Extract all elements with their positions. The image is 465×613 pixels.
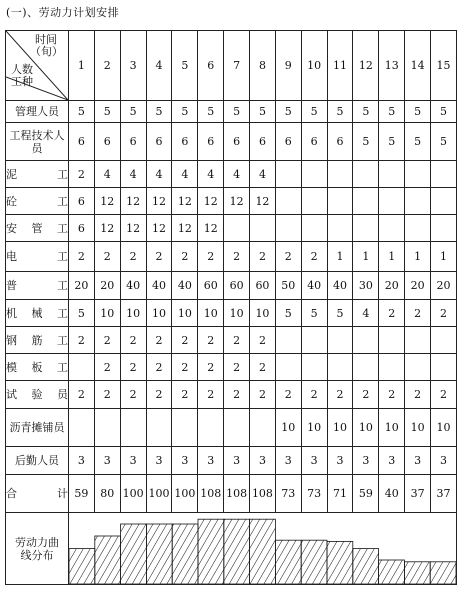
value-cell xyxy=(327,354,353,381)
value-cell: 59 xyxy=(69,475,95,513)
period-header: 13 xyxy=(379,31,405,101)
value-cell: 2 xyxy=(94,354,120,381)
value-cell: 5 xyxy=(379,101,405,123)
value-cell xyxy=(69,409,95,447)
value-cell: 2 xyxy=(69,327,95,354)
value-cell: 10 xyxy=(379,409,405,447)
period-header: 14 xyxy=(405,31,431,101)
value-cell: 2 xyxy=(69,381,95,409)
value-cell xyxy=(172,409,198,447)
value-cell: 4 xyxy=(198,161,224,188)
labor-curve-bar xyxy=(224,519,250,584)
value-cell: 2 xyxy=(198,327,224,354)
value-cell: 2 xyxy=(146,354,172,381)
value-cell: 3 xyxy=(301,447,327,475)
value-cell: 12 xyxy=(94,188,120,215)
row-label: 电 工 xyxy=(6,242,69,272)
value-cell: 6 xyxy=(172,123,198,161)
value-cell xyxy=(94,409,120,447)
value-cell: 1 xyxy=(327,242,353,272)
value-cell: 10 xyxy=(327,409,353,447)
table-row xyxy=(6,327,457,354)
curve-row xyxy=(6,513,457,585)
value-cell: 2 xyxy=(301,381,327,409)
value-cell: 10 xyxy=(431,409,457,447)
value-cell xyxy=(379,215,405,242)
value-cell: 73 xyxy=(301,475,327,513)
value-cell: 3 xyxy=(172,447,198,475)
value-cell: 5 xyxy=(250,101,276,123)
table-row xyxy=(6,123,457,161)
value-cell: 2 xyxy=(120,242,146,272)
value-cell: 2 xyxy=(431,381,457,409)
value-cell: 12 xyxy=(250,188,276,215)
period-header: 10 xyxy=(301,31,327,101)
value-cell xyxy=(275,327,301,354)
value-cell xyxy=(353,188,379,215)
value-cell: 3 xyxy=(94,447,120,475)
value-cell: 5 xyxy=(120,101,146,123)
table-row xyxy=(6,475,457,513)
value-cell: 5 xyxy=(353,123,379,161)
row-label: 后勤人员 xyxy=(6,447,69,475)
period-header: 4 xyxy=(146,31,172,101)
header-row xyxy=(6,31,457,101)
value-cell: 20 xyxy=(431,272,457,300)
value-cell xyxy=(431,161,457,188)
value-cell: 12 xyxy=(224,188,250,215)
value-cell xyxy=(275,354,301,381)
value-cell: 6 xyxy=(120,123,146,161)
labor-curve-bar xyxy=(121,524,147,584)
period-header: 12 xyxy=(353,31,379,101)
value-cell: 4 xyxy=(94,161,120,188)
table-row xyxy=(6,161,457,188)
period-header: 15 xyxy=(431,31,457,101)
value-cell: 10 xyxy=(224,300,250,327)
value-cell: 60 xyxy=(224,272,250,300)
corner-cell xyxy=(6,31,69,101)
value-cell: 2 xyxy=(94,242,120,272)
value-cell: 3 xyxy=(146,447,172,475)
value-cell: 5 xyxy=(431,123,457,161)
value-cell xyxy=(405,161,431,188)
value-cell: 5 xyxy=(275,101,301,123)
value-cell: 2 xyxy=(224,354,250,381)
value-cell: 2 xyxy=(405,300,431,327)
value-cell: 60 xyxy=(250,272,276,300)
value-cell: 2 xyxy=(275,242,301,272)
value-cell: 1 xyxy=(353,242,379,272)
value-cell: 20 xyxy=(405,272,431,300)
value-cell xyxy=(379,354,405,381)
corner-time-label: 时间 （旬） xyxy=(30,33,63,58)
value-cell xyxy=(275,161,301,188)
value-cell xyxy=(431,215,457,242)
value-cell: 3 xyxy=(120,447,146,475)
value-cell: 5 xyxy=(69,300,95,327)
value-cell: 6 xyxy=(198,123,224,161)
value-cell: 10 xyxy=(275,409,301,447)
row-label: 钢筋工 xyxy=(6,327,69,354)
value-cell: 5 xyxy=(301,300,327,327)
value-cell: 5 xyxy=(353,101,379,123)
row-label: 试验员 xyxy=(6,381,69,409)
value-cell xyxy=(120,409,146,447)
value-cell: 2 xyxy=(250,242,276,272)
period-header: 8 xyxy=(250,31,276,101)
value-cell: 2 xyxy=(146,242,172,272)
row-label: 安管工 xyxy=(6,215,69,242)
value-cell: 5 xyxy=(405,101,431,123)
value-cell xyxy=(379,188,405,215)
value-cell: 4 xyxy=(120,161,146,188)
value-cell xyxy=(405,327,431,354)
value-cell: 2 xyxy=(224,381,250,409)
value-cell: 3 xyxy=(69,447,95,475)
value-cell xyxy=(301,354,327,381)
value-cell: 5 xyxy=(327,300,353,327)
value-cell xyxy=(301,161,327,188)
value-cell: 3 xyxy=(353,447,379,475)
labor-curve-bar xyxy=(353,549,379,584)
period-header: 9 xyxy=(275,31,301,101)
value-cell: 3 xyxy=(275,447,301,475)
value-cell xyxy=(405,215,431,242)
value-cell: 2 xyxy=(405,381,431,409)
value-cell: 40 xyxy=(301,272,327,300)
value-cell: 6 xyxy=(327,123,353,161)
value-cell: 10 xyxy=(120,300,146,327)
value-cell: 1 xyxy=(405,242,431,272)
value-cell: 6 xyxy=(69,123,95,161)
value-cell: 3 xyxy=(327,447,353,475)
value-cell xyxy=(353,327,379,354)
value-cell: 20 xyxy=(69,272,95,300)
value-cell xyxy=(353,161,379,188)
value-cell: 3 xyxy=(250,447,276,475)
value-cell: 12 xyxy=(172,188,198,215)
value-cell xyxy=(431,327,457,354)
row-label: 模板工 xyxy=(6,354,69,381)
value-cell: 3 xyxy=(198,447,224,475)
labor-curve-cell xyxy=(69,513,457,585)
value-cell: 71 xyxy=(327,475,353,513)
corner-people-label: 人数 xyxy=(11,63,33,76)
value-cell: 6 xyxy=(301,123,327,161)
value-cell: 2 xyxy=(69,242,95,272)
value-cell: 12 xyxy=(94,215,120,242)
value-cell: 2 xyxy=(379,381,405,409)
period-header: 2 xyxy=(94,31,120,101)
value-cell: 40 xyxy=(146,272,172,300)
value-cell: 2 xyxy=(327,381,353,409)
value-cell: 3 xyxy=(431,447,457,475)
value-cell xyxy=(224,215,250,242)
value-cell: 10 xyxy=(172,300,198,327)
value-cell: 5 xyxy=(198,101,224,123)
value-cell xyxy=(198,409,224,447)
value-cell: 100 xyxy=(146,475,172,513)
value-cell: 2 xyxy=(224,327,250,354)
labor-curve-bar xyxy=(301,540,327,584)
row-label: 普 工 xyxy=(6,272,69,300)
value-cell: 3 xyxy=(405,447,431,475)
value-cell: 59 xyxy=(353,475,379,513)
labor-plan-table xyxy=(5,30,457,585)
value-cell: 100 xyxy=(172,475,198,513)
value-cell: 2 xyxy=(172,242,198,272)
value-cell: 6 xyxy=(69,188,95,215)
value-cell xyxy=(405,188,431,215)
value-cell: 2 xyxy=(120,354,146,381)
value-cell xyxy=(379,161,405,188)
labor-curve-bar xyxy=(69,549,95,584)
table-row xyxy=(6,272,457,300)
value-cell xyxy=(275,188,301,215)
value-cell: 100 xyxy=(120,475,146,513)
value-cell xyxy=(250,215,276,242)
value-cell: 1 xyxy=(379,242,405,272)
row-label: 泥 工 xyxy=(6,161,69,188)
value-cell xyxy=(353,215,379,242)
value-cell: 37 xyxy=(405,475,431,513)
value-cell: 5 xyxy=(405,123,431,161)
labor-curve-bar xyxy=(404,562,430,584)
row-label: 机械工 xyxy=(6,300,69,327)
value-cell xyxy=(327,161,353,188)
value-cell: 2 xyxy=(172,327,198,354)
period-header: 11 xyxy=(327,31,353,101)
value-cell: 40 xyxy=(379,475,405,513)
value-cell: 6 xyxy=(250,123,276,161)
value-cell: 2 xyxy=(94,327,120,354)
value-cell: 2 xyxy=(94,381,120,409)
value-cell: 2 xyxy=(250,327,276,354)
value-cell: 80 xyxy=(94,475,120,513)
value-cell: 5 xyxy=(301,101,327,123)
value-cell xyxy=(353,354,379,381)
table-row xyxy=(6,447,457,475)
value-cell: 5 xyxy=(431,101,457,123)
row-label: 砼 工 xyxy=(6,188,69,215)
value-cell: 5 xyxy=(224,101,250,123)
value-cell: 5 xyxy=(146,101,172,123)
labor-curve-bar xyxy=(379,560,405,584)
value-cell: 2 xyxy=(69,161,95,188)
value-cell: 4 xyxy=(353,300,379,327)
table-row xyxy=(6,101,457,123)
period-header: 6 xyxy=(198,31,224,101)
value-cell: 108 xyxy=(250,475,276,513)
value-cell: 6 xyxy=(275,123,301,161)
value-cell: 2 xyxy=(146,327,172,354)
value-cell: 4 xyxy=(146,161,172,188)
value-cell: 12 xyxy=(146,215,172,242)
value-cell xyxy=(275,215,301,242)
table-row xyxy=(6,242,457,272)
row-label: 合 计 xyxy=(6,475,69,513)
row-label: 工程技术人员 xyxy=(6,123,69,161)
value-cell: 108 xyxy=(198,475,224,513)
period-header: 3 xyxy=(120,31,146,101)
value-cell: 12 xyxy=(120,215,146,242)
value-cell xyxy=(379,327,405,354)
value-cell: 30 xyxy=(353,272,379,300)
value-cell: 2 xyxy=(379,300,405,327)
labor-curve-chart xyxy=(69,513,456,584)
value-cell: 5 xyxy=(379,123,405,161)
labor-curve-bar xyxy=(250,519,276,584)
value-cell xyxy=(146,409,172,447)
value-cell: 2 xyxy=(120,381,146,409)
value-cell: 3 xyxy=(224,447,250,475)
value-cell: 73 xyxy=(275,475,301,513)
value-cell: 108 xyxy=(224,475,250,513)
value-cell: 5 xyxy=(327,101,353,123)
value-cell: 6 xyxy=(146,123,172,161)
value-cell: 2 xyxy=(198,242,224,272)
value-cell: 2 xyxy=(120,327,146,354)
value-cell: 4 xyxy=(172,161,198,188)
value-cell: 12 xyxy=(198,188,224,215)
table-row xyxy=(6,409,457,447)
value-cell: 6 xyxy=(69,215,95,242)
value-cell: 6 xyxy=(94,123,120,161)
period-header: 1 xyxy=(69,31,95,101)
value-cell: 10 xyxy=(405,409,431,447)
value-cell: 2 xyxy=(353,381,379,409)
value-cell: 10 xyxy=(301,409,327,447)
labor-curve-bar xyxy=(327,541,353,584)
value-cell: 12 xyxy=(146,188,172,215)
value-cell: 40 xyxy=(327,272,353,300)
value-cell: 4 xyxy=(250,161,276,188)
value-cell: 2 xyxy=(301,242,327,272)
period-header: 7 xyxy=(224,31,250,101)
value-cell: 40 xyxy=(120,272,146,300)
value-cell: 10 xyxy=(250,300,276,327)
value-cell xyxy=(405,354,431,381)
value-cell: 2 xyxy=(250,354,276,381)
table-row xyxy=(6,215,457,242)
table-row xyxy=(6,354,457,381)
row-label: 管理人员 xyxy=(6,101,69,123)
value-cell: 10 xyxy=(94,300,120,327)
value-cell: 10 xyxy=(198,300,224,327)
value-cell xyxy=(301,188,327,215)
value-cell: 37 xyxy=(431,475,457,513)
value-cell xyxy=(327,327,353,354)
value-cell: 6 xyxy=(224,123,250,161)
value-cell: 2 xyxy=(275,381,301,409)
value-cell: 5 xyxy=(172,101,198,123)
value-cell: 2 xyxy=(198,381,224,409)
value-cell xyxy=(431,354,457,381)
value-cell: 10 xyxy=(353,409,379,447)
table-row xyxy=(6,300,457,327)
labor-curve-bar xyxy=(146,524,172,584)
value-cell xyxy=(69,354,95,381)
value-cell: 5 xyxy=(69,101,95,123)
value-cell xyxy=(327,188,353,215)
labor-curve-bar xyxy=(430,562,456,584)
value-cell: 2 xyxy=(146,381,172,409)
value-cell xyxy=(431,188,457,215)
row-label: 沥青摊铺员 xyxy=(6,409,69,447)
table-row xyxy=(6,188,457,215)
labor-curve-bar xyxy=(198,519,224,584)
value-cell: 2 xyxy=(250,381,276,409)
corner-trade-label: 工种 xyxy=(11,75,33,88)
value-cell: 20 xyxy=(94,272,120,300)
value-cell: 2 xyxy=(224,242,250,272)
curve-label: 劳动力曲线分布 xyxy=(6,513,69,585)
labor-curve-bar xyxy=(275,540,301,584)
value-cell: 3 xyxy=(379,447,405,475)
value-cell: 5 xyxy=(94,101,120,123)
value-cell: 2 xyxy=(431,300,457,327)
period-header: 5 xyxy=(172,31,198,101)
value-cell: 2 xyxy=(198,354,224,381)
value-cell: 12 xyxy=(172,215,198,242)
value-cell: 20 xyxy=(379,272,405,300)
value-cell: 4 xyxy=(224,161,250,188)
value-cell xyxy=(327,215,353,242)
table-row xyxy=(6,381,457,409)
value-cell: 40 xyxy=(172,272,198,300)
value-cell: 10 xyxy=(146,300,172,327)
value-cell: 2 xyxy=(172,381,198,409)
labor-curve-bar xyxy=(172,524,198,584)
value-cell: 60 xyxy=(198,272,224,300)
value-cell xyxy=(224,409,250,447)
table-body xyxy=(6,101,457,585)
value-cell xyxy=(301,327,327,354)
value-cell: 50 xyxy=(275,272,301,300)
value-cell xyxy=(250,409,276,447)
value-cell: 1 xyxy=(431,242,457,272)
value-cell: 5 xyxy=(275,300,301,327)
value-cell: 2 xyxy=(172,354,198,381)
value-cell: 12 xyxy=(198,215,224,242)
labor-curve-bar xyxy=(95,536,121,584)
value-cell xyxy=(301,215,327,242)
value-cell: 12 xyxy=(120,188,146,215)
page-heading: (一)、劳动力计划安排 xyxy=(6,6,120,19)
